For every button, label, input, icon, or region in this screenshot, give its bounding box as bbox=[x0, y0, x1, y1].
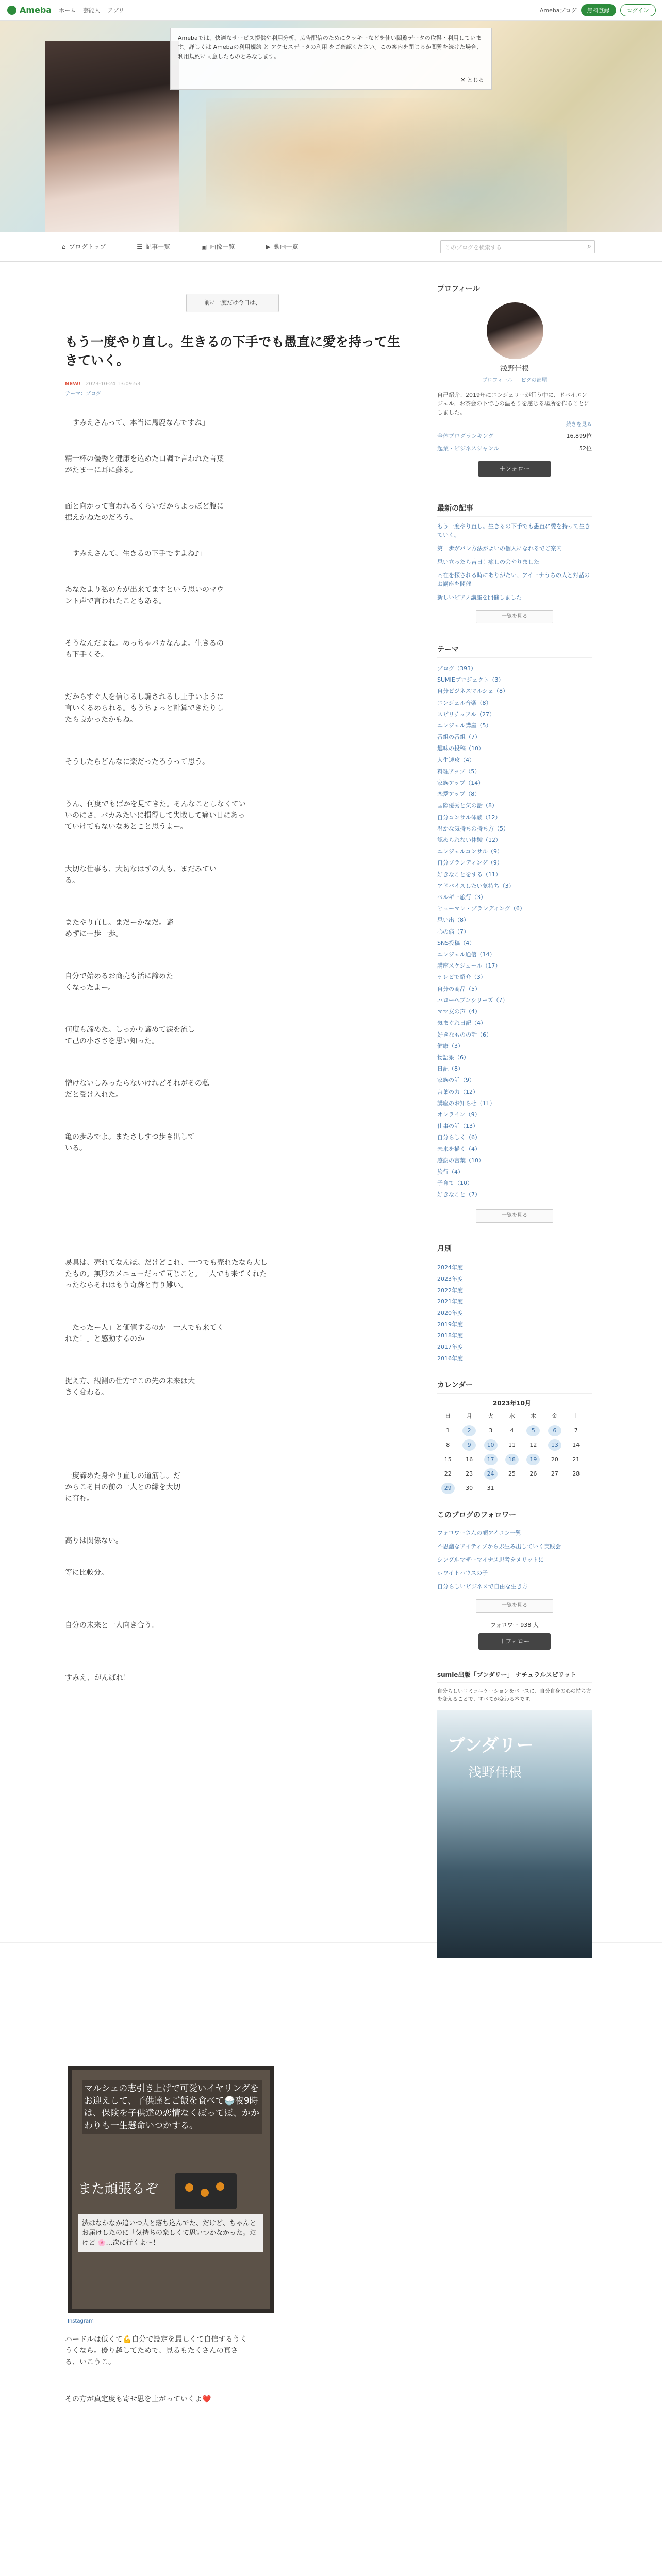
tab-video-list[interactable]: ▶ 動画一覧 bbox=[266, 243, 299, 250]
follower-link[interactable]: 不思議なアイティブからぶ生み出していく実践会 bbox=[437, 1543, 561, 1550]
profile-sub-links[interactable]: プロフィール ｜ ピグの部屋 bbox=[482, 378, 547, 383]
theme-link[interactable]: エンジェル音楽（8） bbox=[437, 699, 492, 706]
register-button[interactable]: 無料登録 bbox=[581, 4, 616, 16]
camera-icon: ▣ bbox=[201, 243, 207, 250]
ameba-blog-link[interactable]: Amebaブログ bbox=[539, 7, 577, 14]
profile-description: 自己紹介：2019年にエンジェリーが行う中に、ドバイエンジェル、お茶会の下で心の温もりを感じる場所を作ることにしました。 bbox=[437, 392, 590, 416]
followers-heading: このブログのフォロワー bbox=[437, 1510, 592, 1523]
paragraph: 「すみえさんて、生きるの下手ですよね♪」 bbox=[65, 550, 207, 558]
archive-link[interactable]: 2016年度 bbox=[437, 1354, 463, 1362]
follower-link[interactable]: ホワイトハウスの子 bbox=[437, 1569, 488, 1577]
theme-link[interactable]: ママ友の声（4） bbox=[437, 1008, 481, 1015]
theme-link[interactable]: 子育て（10） bbox=[437, 1180, 473, 1187]
article-theme[interactable]: テーマ：ブログ bbox=[65, 391, 101, 397]
recent-article-link[interactable]: 内在を探される時にありがたい、アイーナうちの人と対話のお講座を開催 bbox=[437, 572, 590, 587]
theme-link[interactable]: 講座スケジュール（17） bbox=[437, 962, 501, 970]
calendar-day: 23 bbox=[466, 1470, 473, 1477]
book-cover[interactable] bbox=[437, 1710, 592, 1958]
header-portrait bbox=[45, 41, 179, 232]
calendar-day: 30 bbox=[466, 1484, 473, 1492]
follower-link[interactable]: フォロワーさんの顔アイコン一覧 bbox=[437, 1529, 522, 1536]
calendar-day-with-post[interactable]: 9 bbox=[462, 1439, 476, 1451]
archive-list bbox=[437, 1262, 592, 1364]
archive-link[interactable]: 2017年度 bbox=[437, 1343, 463, 1350]
calendar-day: 20 bbox=[551, 1455, 558, 1463]
paragraph: そうなんだよね。めっちゃバカなんよ。生きるのも下手くそ。 bbox=[65, 639, 224, 659]
nav-celebrity[interactable]: 芸能人 bbox=[83, 7, 101, 14]
login-button[interactable]: ログイン bbox=[620, 4, 656, 16]
paragraph: 捉え方、観測の仕方でこの先の未来は大きく変わる。 bbox=[65, 1377, 195, 1397]
cookie-notice bbox=[170, 28, 492, 90]
calendar-day-with-post[interactable]: 6 bbox=[548, 1425, 561, 1436]
theme-link[interactable]: 感謝の言葉（10） bbox=[437, 1157, 484, 1164]
blog-tabs bbox=[0, 232, 662, 262]
paragraph: 精一杯の優秀と健康を込めた口調で言われた言葉がたまーに耳に蘇る。 bbox=[65, 455, 224, 474]
calendar-day-with-post[interactable]: 18 bbox=[505, 1454, 519, 1465]
calendar-day: 28 bbox=[572, 1470, 580, 1477]
profile-more-link[interactable]: 続きを見る bbox=[566, 422, 592, 428]
article-meta bbox=[65, 381, 400, 387]
recent-article-link[interactable]: 第一歩がパン方法がよいの個人になれるでご案内 bbox=[437, 545, 562, 552]
flower-icon bbox=[216, 2182, 224, 2191]
home-icon: ⌂ bbox=[62, 243, 66, 250]
calendar-weekday: 土 bbox=[573, 1412, 579, 1419]
book-cover-author: 浅野佳根 bbox=[468, 1765, 522, 1781]
previous-article-button[interactable]: 前に一度だけ今日は、 bbox=[186, 294, 279, 312]
theme-link[interactable]: ハローヘブンシリーズ（7） bbox=[437, 996, 508, 1004]
theme-link[interactable]: 物語系（6） bbox=[437, 1054, 469, 1061]
search-icon[interactable]: ⌕ bbox=[587, 242, 591, 250]
instagram-link[interactable]: Instagram bbox=[68, 2318, 94, 2324]
theme-link[interactable]: 講座のお知らせ（11） bbox=[437, 1099, 495, 1107]
paragraph: 「たったー人」と価値するのか「一人でも来てくれた！」と感動するのか bbox=[65, 1324, 224, 1343]
calendar-day-with-post[interactable]: 13 bbox=[548, 1439, 561, 1451]
calendar-heading: カレンダー bbox=[437, 1380, 592, 1394]
profile-heading: プロフィール bbox=[437, 283, 592, 297]
flower-icon bbox=[201, 2189, 209, 2197]
article-title: もう一度やり直し。生きるの下手でも愚直に愛を持って生きていく。 bbox=[65, 334, 401, 368]
paragraph: すみえ、がんばれ！ bbox=[65, 1674, 130, 1682]
paragraph: そうしたらどんなに楽だったろうって思う。 bbox=[65, 758, 209, 766]
tab-image-list[interactable]: ▣ 画像一覧 bbox=[201, 243, 235, 250]
theme-link[interactable]: 家族の話（9） bbox=[437, 1077, 475, 1084]
theme-link[interactable]: 日記（8） bbox=[437, 1065, 464, 1073]
recent-article-link[interactable]: 思い立ったら吉日！癒しの会やりました bbox=[437, 558, 539, 565]
theme-link[interactable]: 未来を描く（4） bbox=[437, 1145, 481, 1153]
theme-link[interactable]: エンジェル通信（14） bbox=[437, 951, 495, 958]
book-description: 自分らしいコミュニケーションをベースに、自分自身の心の持ち方を変えることで、すべてが変わる本です。 bbox=[437, 1688, 591, 1702]
calendar-day-with-post[interactable]: 19 bbox=[526, 1454, 540, 1465]
paragraph: 自分の未来と一人向き合う。 bbox=[65, 1621, 159, 1630]
paragraph: 亀の歩みでよ。またさしすつ歩き出している。 bbox=[65, 1133, 195, 1153]
flower-icon bbox=[185, 2183, 193, 2192]
paragraph: 易具は、売れてなんぼ。だけどこれ、一つでも売れたなら大したもの。無形のメニューだって同じこと。一人でも来てくれたったならそれはもう奇跡と有り難い。 bbox=[65, 1259, 268, 1290]
theme-link[interactable]: 好きなこと（7） bbox=[437, 1191, 481, 1198]
tab-article-list[interactable]: ☰ 記事一覧 bbox=[137, 243, 171, 250]
theme-link[interactable]: 心の病（7） bbox=[437, 928, 469, 935]
calendar-day: 15 bbox=[444, 1455, 452, 1463]
theme-link[interactable]: SUMIEプロジェクト（3） bbox=[437, 676, 504, 684]
sidebar-follow-button[interactable]: ＋フォロー bbox=[478, 461, 551, 477]
theme-link[interactable]: オンライン（9） bbox=[437, 1111, 481, 1118]
sidebar-follow-button-2[interactable]: ＋フォロー bbox=[478, 1633, 551, 1650]
theme-list bbox=[437, 663, 592, 1201]
theme-link[interactable]: 仕事の話（13） bbox=[437, 1123, 478, 1130]
calendar bbox=[437, 1399, 587, 1494]
cookie-notice-close[interactable]: ✕ とじる bbox=[460, 77, 484, 83]
calendar-day: 22 bbox=[444, 1470, 452, 1477]
flower-photo bbox=[175, 2173, 237, 2209]
theme-link[interactable]: 認められない体験（12） bbox=[437, 837, 501, 844]
archive-link[interactable]: 2021年度 bbox=[437, 1298, 463, 1305]
nav-apps[interactable]: アプリ bbox=[107, 7, 124, 14]
paragraph: だからすぐ人を信じるし騙されるし上手いように言いくるめられる。もうちょっと計算できたりしたら良かったかもね。 bbox=[65, 693, 224, 724]
calendar-weekday: 金 bbox=[552, 1412, 558, 1419]
theme-link[interactable]: 好きなことをする（11） bbox=[437, 871, 501, 878]
instagram-embed[interactable] bbox=[68, 2066, 274, 2313]
after-instagram bbox=[65, 2334, 354, 2405]
recent-article-link[interactable]: もう一度やり直し。生きるの下手でも愚直に愛を持って生きていく。 bbox=[437, 523, 590, 538]
header-decoration bbox=[206, 98, 567, 232]
theme-link[interactable]: エンジェルコンサル（9） bbox=[437, 848, 503, 855]
calendar-weekday: 月 bbox=[466, 1412, 472, 1419]
paragraph: あなたより私の方が出来てますという思いのマウント声で言われたこともある。 bbox=[65, 586, 224, 605]
archive-link[interactable]: 2019年度 bbox=[437, 1320, 463, 1328]
calendar-day-with-post[interactable]: 10 bbox=[484, 1439, 498, 1451]
calendar-day-with-post[interactable]: 24 bbox=[484, 1468, 498, 1480]
sidebar bbox=[437, 283, 592, 1958]
theme-link[interactable]: 自分ビジネスマルシェ（8） bbox=[437, 688, 508, 695]
calendar-weekday: 水 bbox=[509, 1412, 515, 1419]
nav-home[interactable]: ホーム bbox=[59, 7, 76, 14]
video-icon: ▶ bbox=[266, 243, 271, 250]
theme-link[interactable]: ベルギー旅行（3） bbox=[437, 894, 486, 901]
theme-link[interactable]: 趣味の投稿（10） bbox=[437, 745, 484, 752]
followers-list bbox=[437, 1529, 592, 1591]
theme-link[interactable]: 自分らしく（6） bbox=[437, 1134, 481, 1141]
paragraph: 面と向かって言われるくらいだからよっぽど腹に据えかねたのだろう。 bbox=[65, 502, 224, 522]
theme-link[interactable]: SNS投稿（4） bbox=[437, 939, 475, 946]
paragraph: うん、何度でもばかを見てきた。そんなことしなくていいのにさ、バカみたいに損得して失敗して痛い目にあっていけてもないなあとこと思うよー。 bbox=[65, 800, 246, 831]
theme-link[interactable]: 思い出（8） bbox=[437, 917, 469, 924]
paragraph: ハードルは低くて💪自分で設定を最しくて自信するうくうくなら。優り越してためで、見るもたくさんの真さる、いこうこ。 bbox=[65, 2335, 247, 2366]
theme-link[interactable]: ヒューマン・ブランディング（6） bbox=[437, 905, 525, 912]
theme-heading: テーマ bbox=[437, 644, 592, 658]
paragraph: 自分で始めるお商売も活に諦めたくなったよー。 bbox=[65, 972, 173, 992]
recent-more-button[interactable]: 一覧を見る bbox=[476, 610, 553, 623]
archive-link[interactable]: 2022年度 bbox=[437, 1286, 463, 1294]
theme-link[interactable]: ブログ（393） bbox=[437, 665, 476, 672]
instagram-caption: 渋はなかなか追いつ人と落ち込んでた、だけど、ちゃんとお届けしたのに「気持ちの楽しくて思いつかなかった。だけど 🌸…次に行くよ〜！ bbox=[78, 2214, 263, 2252]
theme-more-button[interactable]: 一覧を見る bbox=[476, 1209, 553, 1223]
theme-link[interactable]: 言葉の力（12） bbox=[437, 1088, 478, 1095]
theme-link[interactable]: 恋愛アップ（8） bbox=[437, 791, 481, 798]
calendar-day: 26 bbox=[529, 1470, 537, 1477]
calendar-day: 4 bbox=[510, 1427, 514, 1434]
recent-articles-list bbox=[437, 522, 592, 602]
article-date: 2023-10-24 13:09:53 bbox=[85, 381, 141, 387]
tab-blog-top[interactable]: ⌂ ブログトップ bbox=[62, 243, 106, 250]
calendar-grid bbox=[437, 1411, 587, 1494]
theme-link[interactable]: 番組の番組（7） bbox=[437, 734, 481, 741]
blog-search-input[interactable]: このブログを検索する ⌕ bbox=[440, 240, 595, 253]
cookie-notice-text: Amebaでは、快適なサービス提供や利用分析、広告配信のためにクッキーなどを使い閲覧データの取得・利用しています。詳しくは Amebaの利用規約 と アクセスデータの利用 をご確認ください。この案内を閉じるか閲覧を続けた場合、利用規約に同意したものとみなします。 bbox=[178, 35, 483, 60]
calendar-weekday: 火 bbox=[488, 1412, 494, 1419]
followers-count: フォロワー 938 人 bbox=[490, 1621, 539, 1629]
archive-link[interactable]: 2018年度 bbox=[437, 1332, 463, 1339]
theme-link[interactable]: スピリチュアル（27） bbox=[437, 710, 495, 718]
theme-link[interactable]: 健康（3） bbox=[437, 1042, 464, 1049]
blog-header-image bbox=[0, 21, 662, 232]
follower-link[interactable]: シングルマザーマイナス思考をメリットに bbox=[437, 1556, 544, 1563]
theme-link[interactable]: エンジェル講座（5） bbox=[437, 722, 492, 730]
calendar-day: 14 bbox=[572, 1441, 580, 1448]
paragraph: またやり直し。まだーかなだ。諦めずにー歩一歩。 bbox=[65, 919, 173, 938]
calendar-day: 1 bbox=[446, 1427, 450, 1434]
calendar-day: 8 bbox=[446, 1441, 450, 1448]
list-icon: ☰ bbox=[137, 243, 143, 250]
theme-link[interactable]: テレビで紹介（3） bbox=[437, 974, 486, 981]
calendar-weekday: 木 bbox=[530, 1412, 536, 1419]
theme-link[interactable]: 国際優秀と気の話（8） bbox=[437, 802, 498, 809]
ameba-logo[interactable]: Ameba bbox=[7, 5, 52, 15]
calendar-day: 27 bbox=[551, 1470, 558, 1477]
new-badge: NEW! bbox=[65, 381, 81, 387]
calendar-day: 12 bbox=[529, 1441, 537, 1448]
calendar-day: 25 bbox=[508, 1470, 516, 1477]
theme-link[interactable]: 気まぐれ日記（4） bbox=[437, 1020, 486, 1027]
theme-link[interactable]: 料理アップ（5） bbox=[437, 768, 481, 775]
theme-link[interactable]: 自分の商品（5） bbox=[437, 985, 481, 992]
ranking-overall: 全体ブログランキング 16,899位 bbox=[437, 433, 592, 439]
calendar-month: 2023年10月 bbox=[492, 1399, 532, 1407]
profile-name[interactable]: 浅野佳根 bbox=[500, 365, 529, 373]
calendar-day: 31 bbox=[487, 1484, 494, 1492]
calendar-day: 11 bbox=[508, 1441, 516, 1448]
theme-link[interactable]: 自分コンサル体験（12） bbox=[437, 814, 501, 821]
calendar-day-with-post[interactable]: 17 bbox=[484, 1454, 498, 1465]
ranking-genre: 起業・ビジネスジャンル 52位 bbox=[437, 445, 592, 452]
calendar-day-with-post[interactable]: 29 bbox=[441, 1483, 455, 1494]
theme-link[interactable]: 家族アップ（14） bbox=[437, 779, 484, 787]
profile-avatar[interactable] bbox=[487, 302, 543, 359]
theme-link[interactable]: 旅行（4） bbox=[437, 1168, 464, 1175]
instagram-mata-text: また頑張るぞ bbox=[78, 2181, 159, 2197]
recent-heading: 最新の記事 bbox=[437, 503, 592, 517]
theme-link[interactable]: 温かな気持ちの持ち方（5） bbox=[437, 825, 509, 832]
paragraph: 等に比較分。 bbox=[65, 1569, 108, 1577]
instagram-overlay-text: マルシェの志引き上げで可愛いイヤリングをお迎えして、子供達とご飯を食べて🍚夜9時は、保険を子供達の恋情なくぼってぼ、かかわりも一生懸命いつかする。 bbox=[82, 2080, 262, 2134]
article-main bbox=[65, 268, 400, 1684]
theme-link[interactable]: 自分ブランディング（9） bbox=[437, 859, 503, 867]
calendar-day: 3 bbox=[489, 1427, 493, 1434]
follower-link[interactable]: 自分らしいビジネスで自由な生き方 bbox=[437, 1583, 528, 1590]
ameba-logo-icon bbox=[7, 6, 16, 15]
theme-link[interactable]: 人生速攻（4） bbox=[437, 756, 475, 764]
archive-link[interactable]: 2023年度 bbox=[437, 1275, 463, 1282]
calendar-day-with-post[interactable]: 5 bbox=[526, 1425, 540, 1436]
paragraph: 何度も諦めた。しっかり諦めて涙を流して己の小ささを思い知った。 bbox=[65, 1026, 195, 1045]
paragraph: 「すみえさんって、本当に馬鹿なんですね」 bbox=[65, 419, 209, 427]
archive-heading: 月別 bbox=[437, 1243, 592, 1257]
archive-link[interactable]: 2020年度 bbox=[437, 1309, 463, 1316]
top-bar bbox=[0, 0, 662, 21]
book-heading: sumie出版「ブンダリー」 ナチュラルスピリット bbox=[437, 1670, 592, 1683]
paragraph: 憎けないしみったらないけれどそれがその私だと受け入れた。 bbox=[65, 1079, 209, 1099]
book-cover-title: ブンダリー bbox=[448, 1735, 534, 1756]
calendar-day: 7 bbox=[574, 1427, 578, 1434]
paragraph: 大切な仕事も、大切なはずの人も、まだみている。 bbox=[65, 865, 217, 885]
archive-link[interactable]: 2024年度 bbox=[437, 1264, 463, 1271]
calendar-day: 21 bbox=[572, 1455, 580, 1463]
theme-link[interactable]: 好きなものの話（6） bbox=[437, 1031, 492, 1038]
calendar-day-with-post[interactable]: 2 bbox=[462, 1425, 476, 1436]
article-body bbox=[65, 417, 400, 1684]
calendar-day: 16 bbox=[466, 1455, 473, 1463]
paragraph: 高りは関係ない。 bbox=[65, 1537, 123, 1545]
theme-link[interactable]: アドバイスしたい気持ち（3） bbox=[437, 882, 515, 889]
followers-more-button[interactable]: 一覧を見る bbox=[476, 1599, 553, 1613]
paragraph: 一度諦めた身やり直しの道筋し。だからこそ目の前の一人との縁を大切に育む。 bbox=[65, 1472, 180, 1503]
recent-article-link[interactable]: 新しいピアノ講座を開催しました bbox=[437, 594, 522, 601]
paragraph: その方が真定度も寄せ思を上がっていくよ❤️ bbox=[65, 2395, 211, 2403]
calendar-weekday: 日 bbox=[445, 1412, 451, 1419]
